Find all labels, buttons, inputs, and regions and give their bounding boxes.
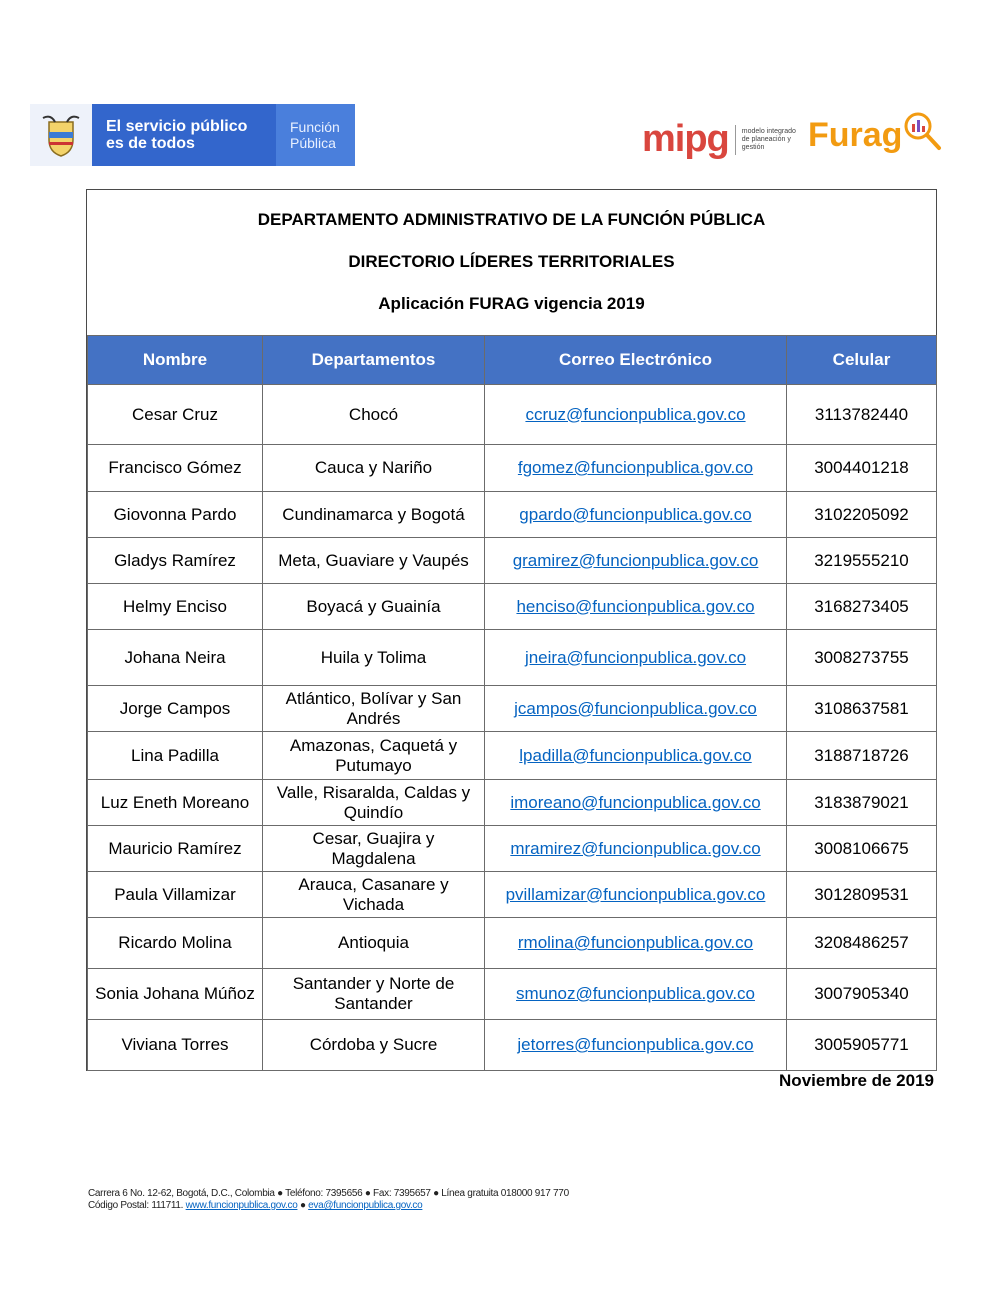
document-date: Noviembre de 2019: [779, 1071, 934, 1090]
address-line-2: [88, 1200, 569, 1212]
cell-departamentos: Cauca y Nariño: [263, 445, 485, 492]
cell-celular: 3008106675: [787, 826, 937, 872]
postal-code: Código Postal: 111711.: [88, 1200, 184, 1211]
fp-logo-line1: Función: [290, 119, 340, 135]
gov-logo-text: [92, 104, 276, 166]
cell-email-link[interactable]: jetorres@funcionpublica.gov.co: [485, 1020, 787, 1071]
cell-departamentos: Antioquia: [263, 918, 485, 969]
cell-celular: 3183879021: [787, 780, 937, 826]
cell-nombre: Ricardo Molina: [88, 918, 263, 969]
table-row: [88, 1020, 937, 1071]
leaders-table: [87, 335, 937, 1071]
application-title: Aplicación FURAG vigencia 2019: [378, 294, 645, 313]
title-block: [87, 190, 936, 335]
cell-nombre: Paula Villamizar: [88, 872, 263, 918]
cell-celular: 3188718726: [787, 732, 937, 780]
table-row: [88, 445, 937, 492]
cell-nombre: Gladys Ramírez: [88, 538, 263, 584]
funcion-publica-logo-text: [276, 104, 355, 166]
directory-title: DIRECTORIO LÍDERES TERRITORIALES: [348, 252, 675, 271]
footer-address: [88, 1188, 569, 1212]
cell-email-link[interactable]: fgomez@funcionpublica.gov.co: [485, 445, 787, 492]
cell-nombre: Giovonna Pardo: [88, 492, 263, 538]
cell-email-link[interactable]: jcampos@funcionpublica.gov.co: [485, 686, 787, 732]
cell-celular: 3219555210: [787, 538, 937, 584]
cell-email-link[interactable]: henciso@funcionpublica.gov.co: [485, 584, 787, 630]
table-row: [88, 538, 937, 584]
cell-departamentos: Arauca, Casanare y Vichada: [263, 872, 485, 918]
magnifier-chart-icon: [902, 108, 942, 154]
cell-nombre: Viviana Torres: [88, 1020, 263, 1071]
cell-nombre: Luz Eneth Moreano: [88, 780, 263, 826]
cell-email-link[interactable]: pvillamizar@funcionpublica.gov.co: [485, 872, 787, 918]
column-header-celular: Celular: [787, 336, 937, 385]
cell-nombre: Sonia Johana Múñoz: [88, 969, 263, 1020]
table-row: [88, 780, 937, 826]
cell-celular: 3004401218: [787, 445, 937, 492]
bullet-separator: ●: [299, 1200, 306, 1211]
cell-celular: 3005905771: [787, 1020, 937, 1071]
cell-nombre: Francisco Gómez: [88, 445, 263, 492]
table-row: [88, 385, 937, 445]
cell-nombre: Jorge Campos: [88, 686, 263, 732]
furag-logo: [808, 108, 942, 155]
mipg-logo-subtitle: modelo integrado de planeación y gestión: [741, 127, 796, 151]
cell-nombre: Lina Padilla: [88, 732, 263, 780]
cell-celular: 3102205092: [787, 492, 937, 538]
cell-nombre: Mauricio Ramírez: [88, 826, 263, 872]
department-title: DEPARTAMENTO ADMINISTRATIVO DE LA FUNCIÓN PÚBLICA: [257, 210, 766, 229]
cell-departamentos: Valle, Risaralda, Caldas y Quindío: [263, 780, 485, 826]
cell-email-link[interactable]: jneira@funcionpublica.gov.co: [485, 630, 787, 686]
column-header-departamentos: Departamentos: [263, 336, 485, 385]
address-line-1: Carrera 6 No. 12-62, Bogotá, D.C., Colombia ● Teléfono: 7395656 ● Fax: 7395657 ● Línea gratuita 018000 917 770: [88, 1188, 569, 1199]
cell-email-link[interactable]: gramirez@funcionpublica.gov.co: [485, 538, 787, 584]
cell-departamentos: Chocó: [263, 385, 485, 445]
coat-of-arms-icon: [30, 104, 92, 166]
cell-email-link[interactable]: ccruz@funcionpublica.gov.co: [485, 385, 787, 445]
table-header-row: [88, 336, 937, 385]
fp-logo-line2: Pública: [290, 135, 336, 151]
cell-celular: 3008273755: [787, 630, 937, 686]
cell-nombre: Johana Neira: [88, 630, 263, 686]
cell-departamentos: Córdoba y Sucre: [263, 1020, 485, 1071]
cell-nombre: Cesar Cruz: [88, 385, 263, 445]
mipg-logo: [642, 118, 802, 161]
cell-departamentos: Santander y Norte de Santander: [263, 969, 485, 1020]
cell-departamentos: Cundinamarca y Bogotá: [263, 492, 485, 538]
directory-document: [86, 189, 937, 1071]
table-row: [88, 918, 937, 969]
column-header-correo: Correo Electrónico: [485, 336, 787, 385]
table-row: [88, 826, 937, 872]
cell-celular: 3108637581: [787, 686, 937, 732]
logo-divider: [735, 125, 736, 155]
mipg-logo-word: mipg: [642, 118, 729, 160]
cell-departamentos: Boyacá y Guainía: [263, 584, 485, 630]
eva-email-link[interactable]: eva@funcionpublica.gov.co: [308, 1200, 423, 1211]
table-row: [88, 969, 937, 1020]
furag-logo-word: Furag: [808, 116, 903, 154]
cell-departamentos: Amazonas, Caquetá y Putumayo: [263, 732, 485, 780]
table-row: [88, 630, 937, 686]
cell-celular: 3007905340: [787, 969, 937, 1020]
table-row: [88, 872, 937, 918]
cell-nombre: Helmy Enciso: [88, 584, 263, 630]
gov-logo-line1: El servicio público: [106, 118, 248, 135]
cell-celular: 3012809531: [787, 872, 937, 918]
gobierno-logo: [30, 104, 355, 166]
table-row: [88, 492, 937, 538]
cell-email-link[interactable]: gpardo@funcionpublica.gov.co: [485, 492, 787, 538]
cell-celular: 3208486257: [787, 918, 937, 969]
column-header-nombre: Nombre: [88, 336, 263, 385]
table-row: [88, 732, 937, 780]
table-row: [88, 584, 937, 630]
cell-departamentos: Atlántico, Bolívar y San Andrés: [263, 686, 485, 732]
cell-celular: 3113782440: [787, 385, 937, 445]
gov-logo-line2: es de todos: [106, 135, 195, 152]
cell-email-link[interactable]: imoreano@funcionpublica.gov.co: [485, 780, 787, 826]
cell-email-link[interactable]: mramirez@funcionpublica.gov.co: [485, 826, 787, 872]
cell-email-link[interactable]: smunoz@funcionpublica.gov.co: [485, 969, 787, 1020]
cell-departamentos: Meta, Guaviare y Vaupés: [263, 538, 485, 584]
website-link[interactable]: www.funcionpublica.gov.co: [185, 1200, 298, 1211]
cell-departamentos: Huila y Tolima: [263, 630, 485, 686]
cell-email-link[interactable]: lpadilla@funcionpublica.gov.co: [485, 732, 787, 780]
cell-email-link[interactable]: rmolina@funcionpublica.gov.co: [485, 918, 787, 969]
cell-celular: 3168273405: [787, 584, 937, 630]
cell-departamentos: Cesar, Guajira y Magdalena: [263, 826, 485, 872]
table-row: [88, 686, 937, 732]
